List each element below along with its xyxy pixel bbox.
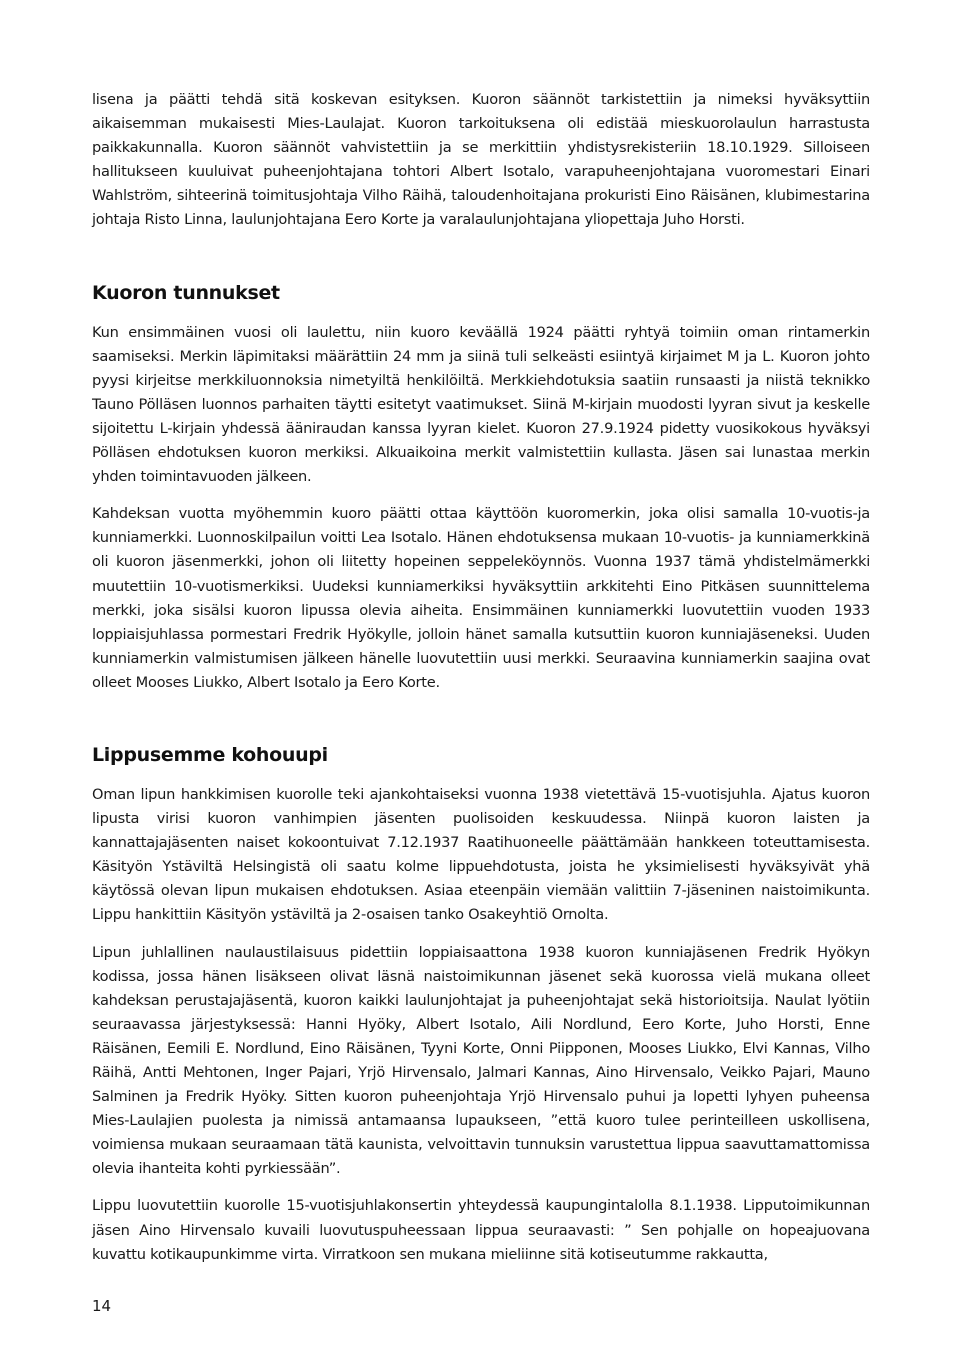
paragraph-naulaustilaisuus: Lipun juhlallinen naulaustilaisuus pidettiin loppiaisaattona 1938 kuoron kunniajäsenen Fredrik Hyökyn kodissa, jossa hänen lisäkseen olivat läsnä naistoimikunnan jäsenet sekä kuorossa vielä mukana olleet kahdeksan perustajajäsentä, kuoron kaikki laulunjohtajat ja puheenjohtajat sekä historioitsija. Naulat lyötiin seuraavassa järjestyksessä: Hanni Hyöky, Albert Isotalo, Aili Nordlund, Eero Korte, Juho Horsti, Enne Räisänen, Eemili E. Nordlund, Eino Räisänen, Tyyni Korte, Onni Piipponen, Mooses Liukko, Elvi Kannas, Vilho Räihä, Antti Mehtonen, Inger Pajari, Yrjö Hirvensalo, Jalmari Kannas, Aino Hirvensalo, Veikko Pajari, Mauno Salminen ja Fredrik Hyöky. Sitten kuoron puheenjohtaja Yrjö Hirvensalo puhui ja lopetti lyhyen puheensa Mies-Laulajien puolesta ja nimissä antamaansa lupaukseen, ”että kuoro tulee perinteilleen uskollisena, voimiensa mukaan seuraamaan tätä kaunista, velvoittavin tunnuksin varustettua lippua saavuttamattomissa olevia ihanteita kohti pyrkiessään”. (92, 943, 870, 1178)
paragraph-rintamerkki: Kun ensimmäinen vuosi oli laulettu, niin kuoro keväällä 1924 päätti ryhtyä toimiin oman rintamerkin saamiseksi. Merkin läpimitaksi määrättiin 24 mm ja siinä tuli selkeästi esiintyä kirjaimet M ja L. Kuoron johto pyysi kirjeitse merkkiluonnoksia nimetyiltä henkilöiltä. Merkkiehdotuksia saatiin runsaasti ja niistä teknikko Tauno Pölläsen luonnos parhaiten täytti esitetyt vaatimukset. Siinä M-kirjain muodosti lyyran sivut ja keskelle sijoitettu L-kirjain yhdessä ääniraudan kanssa lyyran kielet. Kuoron 27.9.1924 pidetty vuosikokous hyväksyi Pölläsen ehdotuksen kuoron merkiksi. Alkuaikoina merkit valmistettiin kullasta. Jäsen sai lunastaa merkin yhden toimintavuoden jälkeen. (92, 323, 870, 486)
document-page (92, 88, 870, 1267)
paragraph-lipun-luovutus: Lippu luovutettiin kuorolle 15-vuotisjuhlakonsertin yhteydessä kaupungintalolla 8.1.1938. Lipputoimikunnan jäsen Aino Hirvensalo kuvaili luovutuspuheessaan lippua seuraavasti: ” Sen pohjalle on hopeajuovana kuvattu kotikaupunkimme virta. Virratkoon sen mukana mieliinne sitä kotiseutumme rakkautta, (92, 1197, 870, 1263)
section-heading-kuoron-tunnukset: Kuoron tunnukset (92, 281, 280, 304)
section-heading-lippusemme-kohouupi: Lippusemme kohouupi (92, 743, 328, 766)
page-number: 14 (92, 1297, 112, 1315)
paragraph-kunniamerkki: Kahdeksan vuotta myöhemmin kuoro päätti ottaa käyttöön kuoromerkin, joka olisi samalla 10-vuotis-ja kunniamerkki. Luonnoskilpailun voitti Lea Isotalo. Hänen ehdotuksensa mukaan 10-vuotis- ja kunniamerkkinä oli kuoron jäsenmerkki, johon oli liitetty hopeinen seppeleköynnös. Vuonna 1937 tämä yhdistelmämerkki muutettiin 10-vuotismerkiksi. Uudeksi kunniamerkiksi hyväksyttiin arkkitehti Eino Pitkäsen suunnittelema merkki, joka sisälsi kuoron lipussa olevia aiheita. Ensimmäinen kunniamerkki luovutettiin vuoden 1933 loppiaisjuhlassa pormestari Fredrik Hyökylle, jolloin hänet samalla kutsuttiin kuoron kunniajäseneksi. Uuden kunniamerkin valmistumisen jälkeen hänelle luovutettiin uusi merkki. Seuraavina kunniamerkin saajina ovat olleet Mooses Liukko, Albert Isotalo ja Eero Korte. (92, 505, 870, 691)
paragraph-intro: lisena ja päätti tehdä sitä koskevan esityksen. Kuoron säännöt tarkistettiin ja nimeksi hyväksyttiin aikaisemman mukaisesti Mies-Laulajat. Kuoron tarkoituksena oli edistää mieskuorolaulun harrastusta paikkakunnalla. Kuoron säännöt vahvistettiin ja se merkittiin yhdistysrekisteriin 18.10.1929. Silloiseen hallitukseen kuuluivat puheenjohtajana tohtori Albert Isotalo, varapuheenjohtajana vuoromestari Einari Wahlström, sihteerinä toimitusjohtaja Vilho Räihä, taloudenhoitajana prokuristi Eino Räisänen, klubimestarina johtaja Risto Linna, laulunjohtajana Eero Korte ja varalaulunjohtajana yliopettaja Juho Horsti. (92, 91, 870, 229)
paragraph-lipun-hankinta: Oman lipun hankkimisen kuorolle teki ajankohtaiseksi vuonna 1938 vietettävä 15-vuotisjuhla. Ajatus kuoron lipusta virisi kuoron vanhimpien jäsenten puolisoiden keskuudessa. Niinpä kuoron laisten ja kannattajajäsenten naiset kokoontuivat 7.12.1937 Raatihuoneelle päättämään hankkeen toteuttamisesta. Käsityön Ystäviltä Helsingistä oli saatu kolme lippuehdotusta, joista he yksimielisesti hyväksyivät yhä käytössä olevan lipun mukaisen ehdotuksen. Asiaa eteenpäin viemään valittiin 7-jäseninen naistoimikunta. Lippu hankittiin Käsityön ystäviltä ja 2-osaisen tanko Osakeyhtiö Ornolta. (92, 785, 870, 924)
